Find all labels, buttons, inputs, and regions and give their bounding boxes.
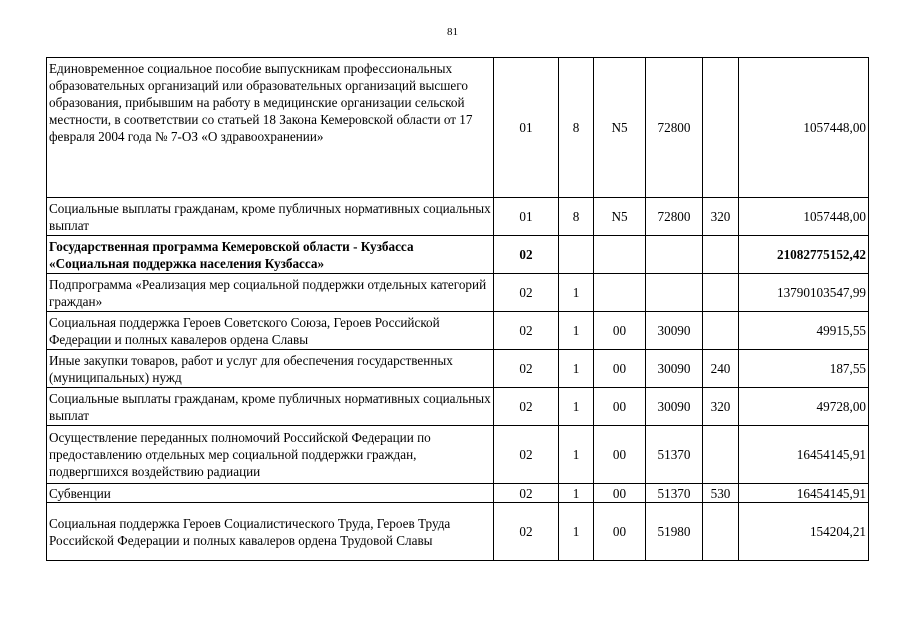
subprogram-code-cell: 1 <box>559 426 594 484</box>
table-row <box>47 198 869 236</box>
main-activity-code-cell: N5 <box>594 58 646 198</box>
program-code-cell: 02 <box>494 312 559 350</box>
main-activity-code-cell <box>594 274 646 312</box>
row-name-cell: Иные закупки товаров, работ и услуг для обеспечения государственных (муниципальных) нужд <box>47 350 494 388</box>
expense-type-cell: 320 <box>703 198 739 236</box>
table-row <box>47 503 869 561</box>
direction-code-cell <box>646 274 703 312</box>
amount-cell: 1057448,00 <box>739 198 869 236</box>
table-row <box>47 274 869 312</box>
subprogram-code-cell: 1 <box>559 350 594 388</box>
direction-code-cell: 72800 <box>646 198 703 236</box>
expense-type-cell <box>703 426 739 484</box>
amount-cell: 187,55 <box>739 350 869 388</box>
subprogram-code-cell: 1 <box>559 274 594 312</box>
subprogram-code-cell: 1 <box>559 388 594 426</box>
row-name-cell: Единовременное социальное пособие выпускникам профессиональных образовательных организаций или образовательных организаций высшего образования, прибывшим на работу в медицинские организации сельской местности, в соответствии со статьей 18 Закона Кемеровской области от 17 февраля 2004 года № 7-ОЗ «О здравоохранении» <box>47 58 494 198</box>
subprogram-code-cell: 1 <box>559 312 594 350</box>
budget-table <box>46 57 869 561</box>
subprogram-code-cell: 1 <box>559 484 594 503</box>
program-code-cell: 01 <box>494 58 559 198</box>
table-row <box>47 484 869 503</box>
direction-code-cell: 30090 <box>646 350 703 388</box>
expense-type-cell <box>703 312 739 350</box>
main-activity-code-cell: N5 <box>594 198 646 236</box>
row-name-cell: Государственная программа Кемеровской области - Кузбасса «Социальная поддержка населения Кузбасса» <box>47 236 494 274</box>
main-activity-code-cell: 00 <box>594 388 646 426</box>
program-code-cell: 01 <box>494 198 559 236</box>
main-activity-code-cell: 00 <box>594 503 646 561</box>
direction-code-cell: 51980 <box>646 503 703 561</box>
expense-type-cell <box>703 58 739 198</box>
subprogram-code-cell: 1 <box>559 503 594 561</box>
expense-type-cell <box>703 274 739 312</box>
amount-cell: 13790103547,99 <box>739 274 869 312</box>
direction-code-cell <box>646 236 703 274</box>
direction-code-cell: 72800 <box>646 58 703 198</box>
main-activity-code-cell: 00 <box>594 312 646 350</box>
amount-cell: 49915,55 <box>739 312 869 350</box>
page-number: 81 <box>447 26 458 38</box>
row-name-cell: Социальные выплаты гражданам, кроме публичных нормативных социальных выплат <box>47 198 494 236</box>
expense-type-cell: 320 <box>703 388 739 426</box>
main-activity-code-cell: 00 <box>594 350 646 388</box>
main-activity-code-cell: 00 <box>594 484 646 503</box>
main-activity-code-cell <box>594 236 646 274</box>
direction-code-cell: 51370 <box>646 484 703 503</box>
direction-code-cell: 51370 <box>646 426 703 484</box>
program-code-cell: 02 <box>494 426 559 484</box>
amount-cell: 154204,21 <box>739 503 869 561</box>
program-code-cell: 02 <box>494 503 559 561</box>
program-code-cell: 02 <box>494 236 559 274</box>
expense-type-cell: 240 <box>703 350 739 388</box>
row-name-cell: Субвенции <box>47 484 494 503</box>
table-row <box>47 388 869 426</box>
table-row <box>47 236 869 274</box>
row-name-cell: Подпрограмма «Реализация мер социальной поддержки отдельных категорий граждан» <box>47 274 494 312</box>
amount-cell: 16454145,91 <box>739 426 869 484</box>
subprogram-code-cell: 8 <box>559 198 594 236</box>
amount-cell: 16454145,91 <box>739 484 869 503</box>
table-row <box>47 312 869 350</box>
direction-code-cell: 30090 <box>646 312 703 350</box>
row-name-cell: Социальная поддержка Героев Советского Союза, Героев Российской Федерации и полных кавалеров ордена Славы <box>47 312 494 350</box>
program-code-cell: 02 <box>494 274 559 312</box>
table-row <box>47 58 869 198</box>
expense-type-cell <box>703 236 739 274</box>
amount-cell: 21082775152,42 <box>739 236 869 274</box>
expense-type-cell <box>703 503 739 561</box>
amount-cell: 49728,00 <box>739 388 869 426</box>
direction-code-cell: 30090 <box>646 388 703 426</box>
budget-table-body <box>47 58 869 561</box>
main-activity-code-cell: 00 <box>594 426 646 484</box>
subprogram-code-cell: 8 <box>559 58 594 198</box>
row-name-cell: Осуществление переданных полномочий Российской Федерации по предоставлению отдельных мер социальной поддержки граждан, подвергшихся воздействию радиации <box>47 426 494 484</box>
row-name-cell: Социальные выплаты гражданам, кроме публичных нормативных социальных выплат <box>47 388 494 426</box>
expense-type-cell: 530 <box>703 484 739 503</box>
subprogram-code-cell <box>559 236 594 274</box>
amount-cell: 1057448,00 <box>739 58 869 198</box>
table-row <box>47 350 869 388</box>
program-code-cell: 02 <box>494 350 559 388</box>
program-code-cell: 02 <box>494 388 559 426</box>
program-code-cell: 02 <box>494 484 559 503</box>
row-name-cell: Социальная поддержка Героев Социалистического Труда, Героев Труда Российской Федерации и полных кавалеров ордена Трудовой Славы <box>47 503 494 561</box>
table-row <box>47 426 869 484</box>
